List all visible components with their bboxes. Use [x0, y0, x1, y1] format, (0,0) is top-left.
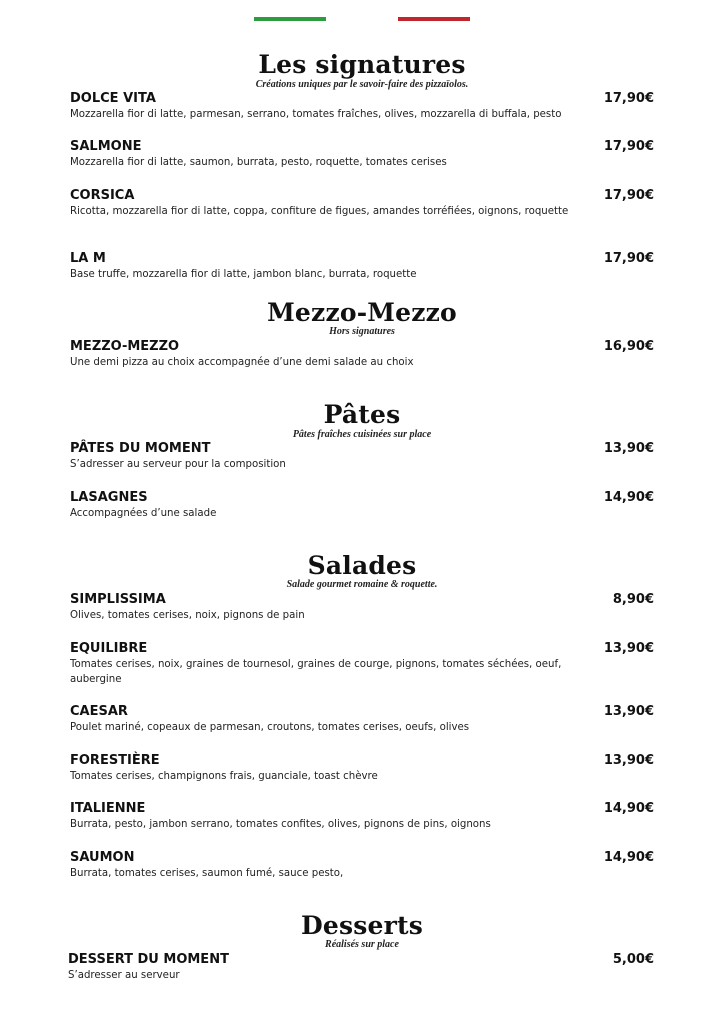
item-price: 14,90€ [603, 490, 654, 505]
item-price: 5,00€ [612, 952, 654, 967]
item-name: DESSERT DU MOMENT [68, 952, 229, 967]
item-name: SAUMON [70, 850, 135, 865]
item-description: Poulet mariné, copeaux de parmesan, croutons, tomates cerises, oeufs, olives [70, 722, 470, 733]
item-description: Une demi pizza au choix accompagnée d’une demi salade au choix [70, 357, 414, 368]
item-name: LA M [70, 251, 106, 266]
item-price: 8,90€ [612, 592, 654, 607]
item-description: Base truffe, mozzarella fior di latte, jambon blanc, burrata, roquette [70, 269, 417, 280]
section-title: Pâtes [323, 400, 401, 429]
item-price: 14,90€ [603, 850, 654, 865]
item-name: MEZZO-MEZZO [70, 339, 180, 354]
item-price: 17,90€ [603, 91, 654, 106]
item-name: ITALIENNE [70, 801, 146, 816]
item-description: Mozzarella fior di latte, saumon, burrata, pesto, roquette, tomates cerises [70, 157, 447, 168]
flag-red-bar [398, 17, 470, 21]
section-subtitle: Pâtes fraîches cuisinées sur place [292, 429, 432, 440]
item-name: EQUILIBRE [70, 641, 148, 656]
item-price: 14,90€ [603, 801, 654, 816]
item-name: SALMONE [70, 139, 142, 154]
item-name: CAESAR [70, 704, 128, 719]
section-title: Desserts [300, 911, 424, 940]
item-price: 13,90€ [603, 441, 654, 456]
item-name: DOLCE VITA [70, 91, 156, 106]
section-title: Mezzo-Mezzo [267, 298, 457, 327]
item-description: Burrata, pesto, jambon serrano, tomates confites, olives, pignons de pins, oignons [70, 819, 491, 830]
item-price: 17,90€ [603, 188, 654, 203]
item-description: Mozzarella fior di latte, parmesan, serrano, tomates fraîches, olives, mozzarella di buffala, pesto [70, 109, 562, 120]
item-price: 13,90€ [603, 704, 654, 719]
item-description: Tomates cerises, champignons frais, guanciale, toast chèvre [70, 771, 378, 782]
item-name: SIMPLISSIMA [70, 592, 166, 607]
item-price: 13,90€ [603, 641, 654, 656]
item-description: S’adresser au serveur [68, 970, 180, 981]
item-description: Tomates cerises, noix, graines de tournesol, graines de courge, pignons, tomates séchées, oeuf, aubergine [70, 659, 562, 685]
section-subtitle: Réalisés sur place [325, 939, 399, 950]
item-name: PÂTES DU MOMENT [70, 441, 211, 456]
item-description: Accompagnées d’une salade [70, 508, 217, 519]
flag-green-bar [254, 17, 326, 21]
section-title: Les signatures [258, 50, 466, 79]
item-name: CORSICA [70, 188, 135, 203]
item-description: S’adresser au serveur pour la composition [70, 459, 286, 470]
section-title: Salades [307, 551, 417, 580]
section-subtitle: Salade gourmet romaine & roquette. [286, 579, 438, 590]
section-subtitle: Créations uniques par le savoir-faire des pizzaïolos. [255, 79, 469, 90]
item-description: Olives, tomates cerises, noix, pignons de pain [70, 610, 305, 621]
item-name: FORESTIÈRE [70, 753, 160, 768]
item-price: 13,90€ [603, 753, 654, 768]
item-description: Burrata, tomates cerises, saumon fumé, sauce pesto, [70, 868, 344, 879]
section-subtitle: Hors signatures [329, 326, 395, 337]
item-price: 17,90€ [603, 139, 654, 154]
item-price: 17,90€ [603, 251, 654, 266]
item-name: LASAGNES [70, 490, 148, 505]
item-description: Ricotta, mozzarella fior di latte, coppa, confiture de figues, amandes torréfiées, oignons, roquette [70, 206, 569, 217]
item-price: 16,90€ [603, 339, 654, 354]
